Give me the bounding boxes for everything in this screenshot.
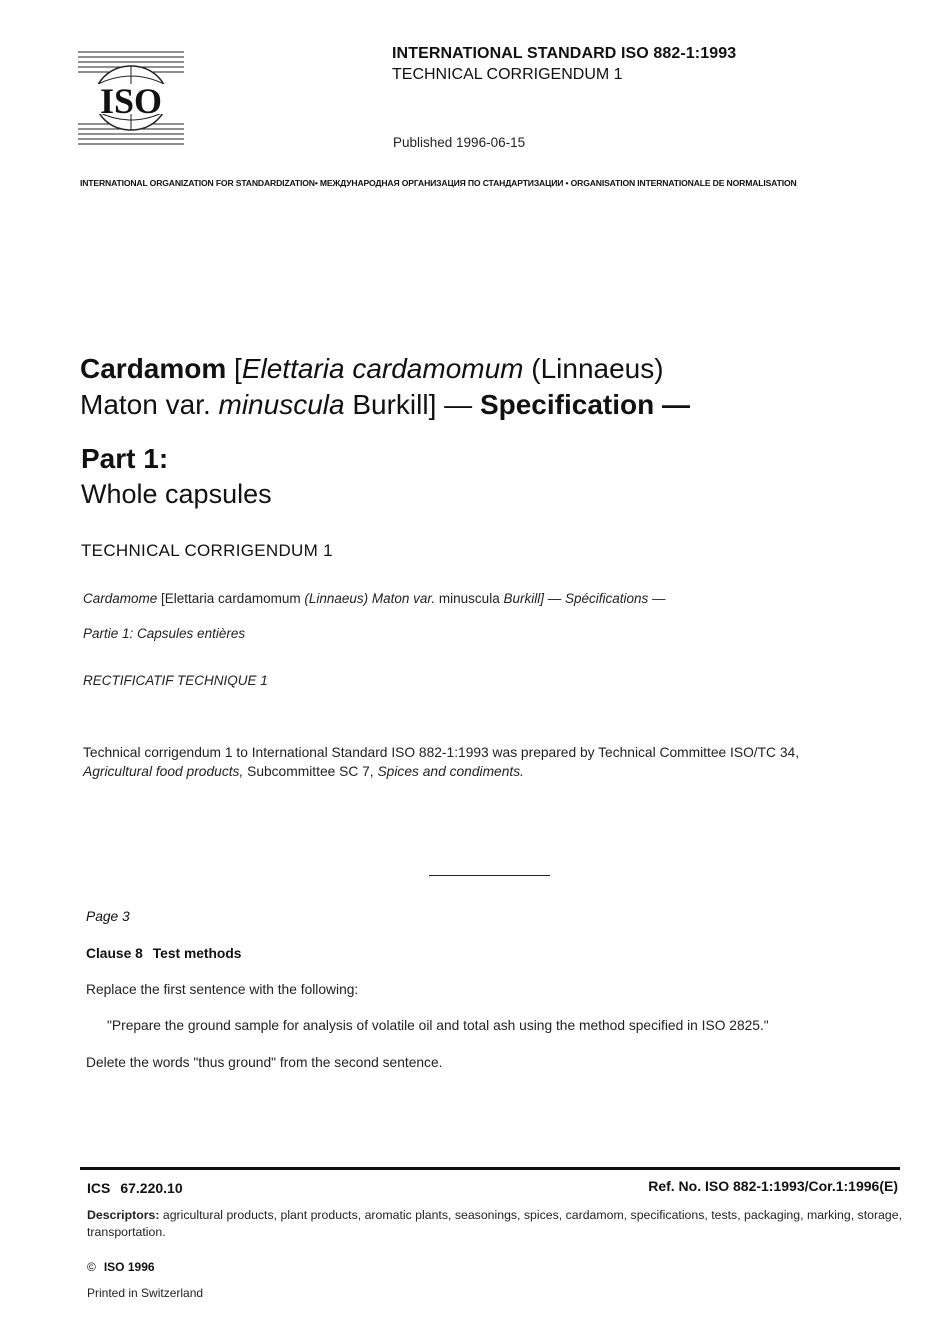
replace-instruction: Replace the first sentence with the following: (86, 982, 359, 997)
intro-line1: Technical corrigendum 1 to International Standard ISO 882-1:1993 was prepared by Technical Committee ISO/TC 34, (83, 745, 800, 760)
copyright (87, 1260, 155, 1274)
intro-subcommittee: Subcommittee SC 7, (243, 764, 378, 779)
page-reference: Page 3 (86, 909, 130, 924)
fr-dash: — (543, 591, 565, 606)
title-bracket: [ (226, 353, 242, 384)
published-date: Published 1996-06-15 (393, 135, 526, 150)
clause-heading (86, 946, 241, 961)
ics-code (87, 1180, 183, 1196)
part-subtitle: Whole capsules (81, 479, 272, 509)
fr-minuscula: minuscula (435, 591, 504, 606)
french-title (83, 591, 666, 606)
part-label: Part 1: (81, 443, 169, 474)
title-species: Elettaria cardamomum (241, 353, 524, 384)
descriptors-label: Descriptors: (87, 1208, 160, 1222)
fr-species: [Elettaria cardamomum (157, 591, 305, 606)
document-title (80, 351, 840, 423)
fr-specifications: Spécifications — (564, 591, 666, 606)
fr-linnaeus: (Linnaeus) Maton var. (304, 591, 436, 606)
descriptors (87, 1207, 902, 1241)
title-linnaeus: (Linnaeus) (523, 353, 664, 384)
corrigendum-label: TECHNICAL CORRIGENDUM 1 (392, 66, 623, 83)
title-cardamom: Cardamom (80, 353, 227, 384)
printed-in: Printed in Switzerland (87, 1286, 204, 1300)
iso-logo (78, 48, 184, 148)
organization-line: INTERNATIONAL ORGANIZATION FOR STANDARDIZATION• МЕЖДУНАРОДНАЯ ОРГАНИЗАЦИЯ ПО СТАНДАРТИЗАЦИИ • ORGANISATION INTERNATIONALE DE NORMALISATION (80, 178, 797, 188)
footer-rule (80, 1167, 900, 1170)
clause-title: Test methods (152, 946, 242, 961)
french-part: Partie 1: Capsules entières (83, 626, 246, 641)
reference-number: Ref. No. ISO 882-1:1993/Cor.1:1996(E) (648, 1178, 898, 1194)
separator-line (429, 875, 550, 876)
intro-sc-title: Spices and condiments. (377, 764, 524, 779)
fr-burkill: Burkill] (503, 591, 544, 606)
french-rectificatif: RECTIFICATIF TECHNIQUE 1 (83, 673, 268, 688)
title-burkill: Burkill] — (344, 389, 480, 420)
intro-committee: Agricultural food products, (83, 764, 244, 779)
delete-instruction: Delete the words "thus ground" from the second sentence. (86, 1055, 443, 1070)
replacement-sentence: "Prepare the ground sample for analysis of volatile oil and total ash using the method specified in ISO 2825." (107, 1018, 769, 1033)
standard-number: INTERNATIONAL STANDARD ISO 882-1:1993 (392, 45, 737, 62)
ics-value: 67.220.10 (120, 1180, 183, 1196)
descriptors-text: agricultural products, plant products, aromatic plants, seasonings, spices, cardamom, specifications, tests, packaging, marking, storage, transportation. (87, 1208, 902, 1239)
copyright-text: ISO 1996 (103, 1260, 155, 1274)
title-specification: Specification — (479, 389, 690, 420)
copyright-symbol: © (87, 1260, 96, 1274)
title-maton: Maton var. (80, 389, 219, 420)
title-minuscula: minuscula (218, 389, 345, 420)
ics-label: ICS (87, 1180, 111, 1196)
intro-paragraph (83, 743, 873, 781)
corrigendum-heading: TECHNICAL CORRIGENDUM 1 (81, 541, 333, 560)
clause-number: Clause 8 (86, 946, 143, 961)
iso-logo-text: ISO (99, 81, 163, 121)
fr-cardamome: Cardamome (83, 591, 158, 606)
